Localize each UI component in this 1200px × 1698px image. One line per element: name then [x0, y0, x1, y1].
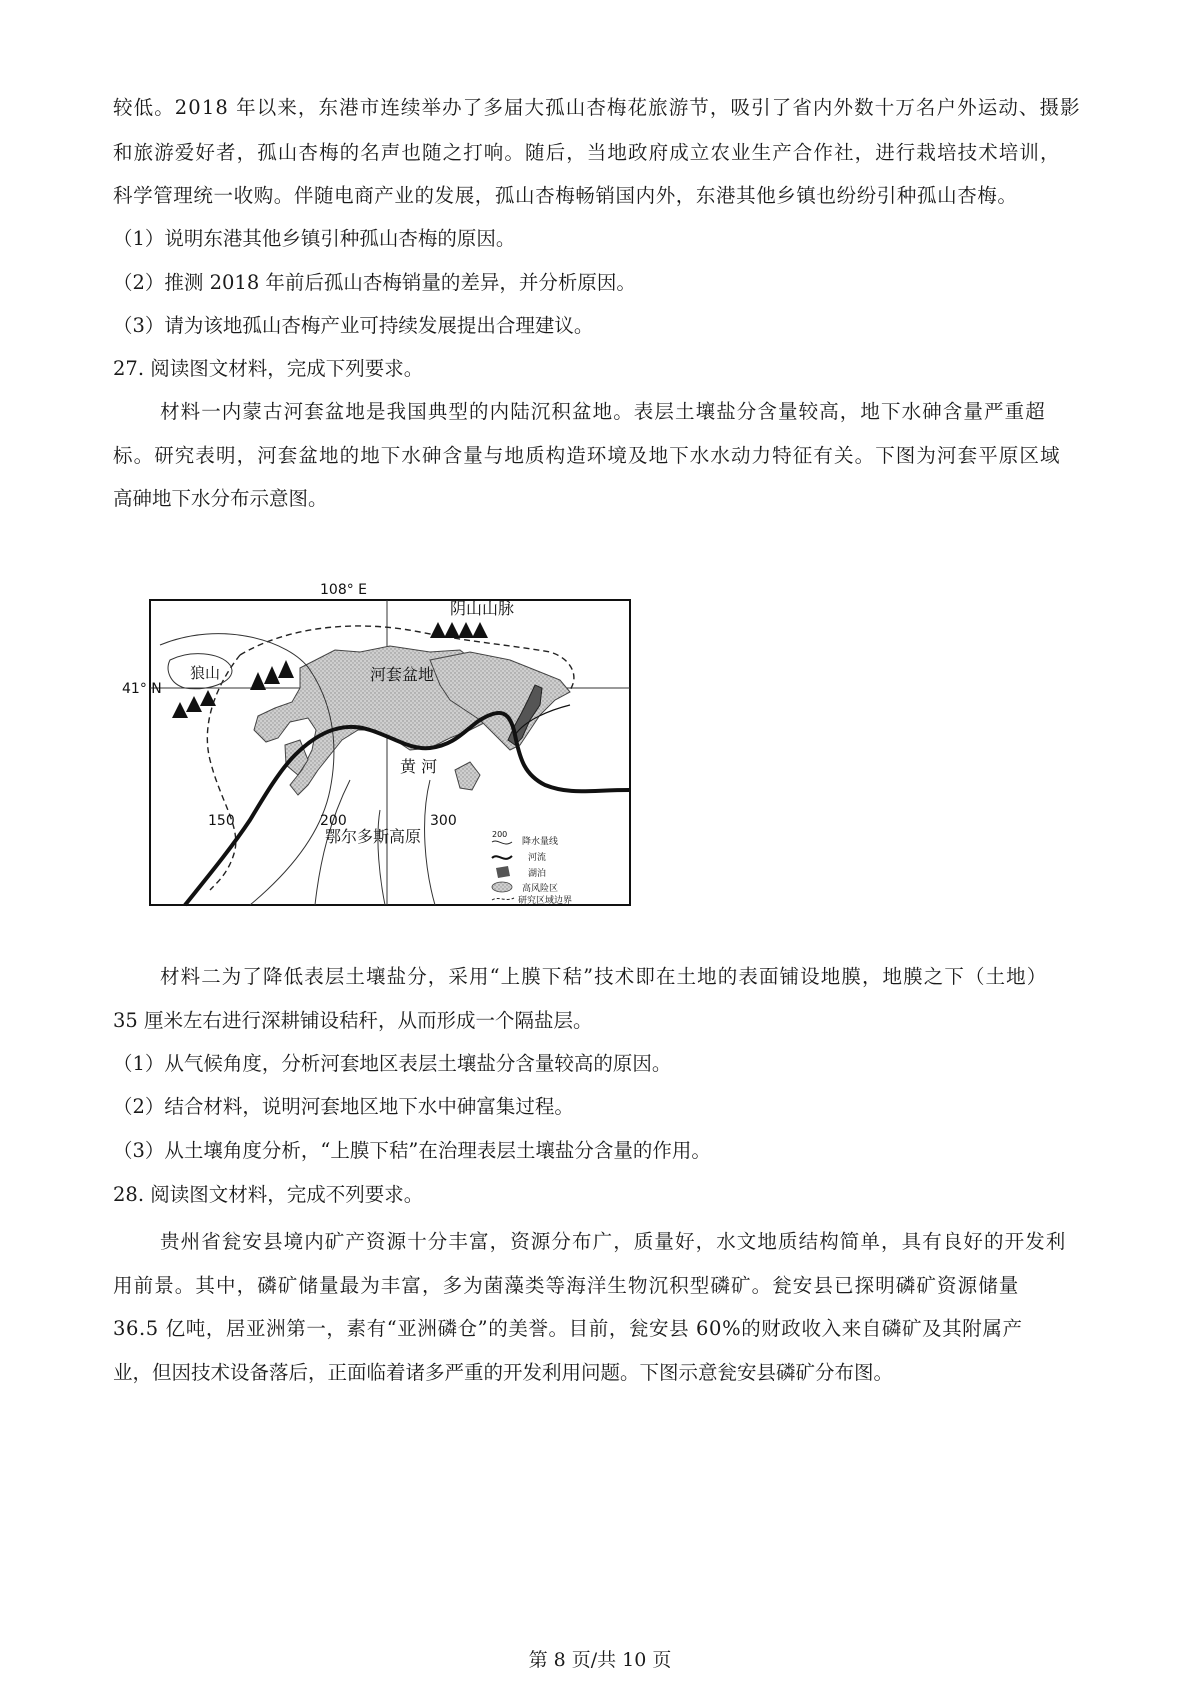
- legend-river-label: 河流: [528, 853, 547, 863]
- legend-boundary-label: 研究区域边界: [518, 896, 573, 906]
- question-27-1: （1）从气候角度，分析河套地区表层土壤盐分含量较高的原因。: [113, 1052, 672, 1075]
- question-27-2: （2）结合材料，说明河套地区地下水中砷富集过程。: [113, 1095, 574, 1118]
- legend-high-risk-label: 高风险区: [522, 884, 559, 894]
- guizhou-line-3: 36.5 亿吨，居亚洲第一，素有“亚洲磷仓”的美誉。目前，瓮安县 60%的财政收入来自磷矿及其附属产: [113, 1317, 1023, 1340]
- legend-isohyet-label: 降水量线: [522, 837, 559, 847]
- label-iso-200: 200: [320, 813, 347, 829]
- material-1-line-1: 材料一内蒙古河套盆地是我国典型的内陆沉积盆地。表层土壤盐分含量较高，地下水砷含量严重超: [160, 400, 1046, 423]
- legend-high-risk-symbol: [492, 882, 512, 892]
- material-1-line-2: 标。研究表明，河套盆地的地下水砷含量与地质构造环境及地下水水动力特征有关。下图为河套平原区域: [113, 444, 1061, 467]
- label-yinshan: 阴山山脉: [450, 599, 515, 618]
- line-p3: 科学管理统一收购。伴随电商产业的发展，孤山杏梅畅销国内外，东港其他乡镇也纷纷引种孤山杏梅。: [113, 184, 1018, 207]
- lat-label: 41° N: [122, 681, 162, 697]
- question-26-1: （1）说明东港其他乡镇引种孤山杏梅的原因。: [113, 227, 516, 250]
- question-26-2: （2）推测 2018 年前后孤山杏梅销量的差异，并分析原因。: [113, 271, 636, 294]
- lon-label: 108° E: [320, 582, 368, 598]
- label-basin: 河套盆地: [370, 665, 435, 684]
- label-iso-150: 150: [208, 813, 235, 829]
- hetao-arsenic-map: [122, 580, 650, 920]
- question-27-3: （3）从土壤角度分析，“上膜下秸”在治理表层土壤盐分含量的作用。: [113, 1139, 711, 1162]
- page-footer: 第 8 页/共 10 页: [528, 1649, 672, 1671]
- legend-iso-value: 200: [492, 830, 508, 839]
- question-27-title: 27. 阅读图文材料，完成下列要求。: [113, 357, 424, 380]
- line-p2: 和旅游爱好者，孤山杏梅的名声也随之打响。随后，当地政府成立农业生产合作社，进行栽培技术培训，: [113, 141, 1061, 164]
- label-river: 黄 河: [400, 757, 438, 776]
- question-26-3: （3）请为该地孤山杏梅产业可持续发展提出合理建议。: [113, 314, 594, 337]
- question-28-title: 28. 阅读图文材料，完成不列要求。: [113, 1183, 424, 1206]
- label-langshan: 狼山: [190, 664, 221, 682]
- material-1-line-3: 高砷地下水分布示意图。: [113, 487, 328, 510]
- line-p1: 较低。2018 年以来，东港市连续举办了多届大孤山杏梅花旅游节，吸引了省内外数十万名户外运动、摄影: [113, 96, 1081, 119]
- legend-lake-label: 湖泊: [528, 869, 547, 879]
- legend-lake-symbol: [496, 866, 510, 878]
- label-iso-300: 300: [430, 813, 457, 829]
- guizhou-line-4: 业，但因技术设备落后，正面临着诸多严重的开发利用问题。下图示意瓮安县磷矿分布图。: [113, 1361, 894, 1384]
- guizhou-line-1: 贵州省瓮安县境内矿产资源十分丰富，资源分布广，质量好，水文地质结构简单，具有良好的开发利: [160, 1230, 1067, 1253]
- guizhou-line-2: 用前景。其中，磷矿储量最为丰富，多为菌藻类等海洋生物沉积型磷矿。瓮安县已探明磷矿资源储量: [113, 1274, 1020, 1297]
- material-2-line-1: 材料二为了降低表层土壤盐分，采用“上膜下秸”技术即在土地的表面铺设地膜，地膜之下（土地）: [160, 965, 1048, 988]
- label-plateau: 鄂尔多斯高原: [325, 827, 422, 846]
- material-2-line-2: 35 厘米左右进行深耕铺设秸秆，从而形成一个隔盐层。: [113, 1009, 593, 1032]
